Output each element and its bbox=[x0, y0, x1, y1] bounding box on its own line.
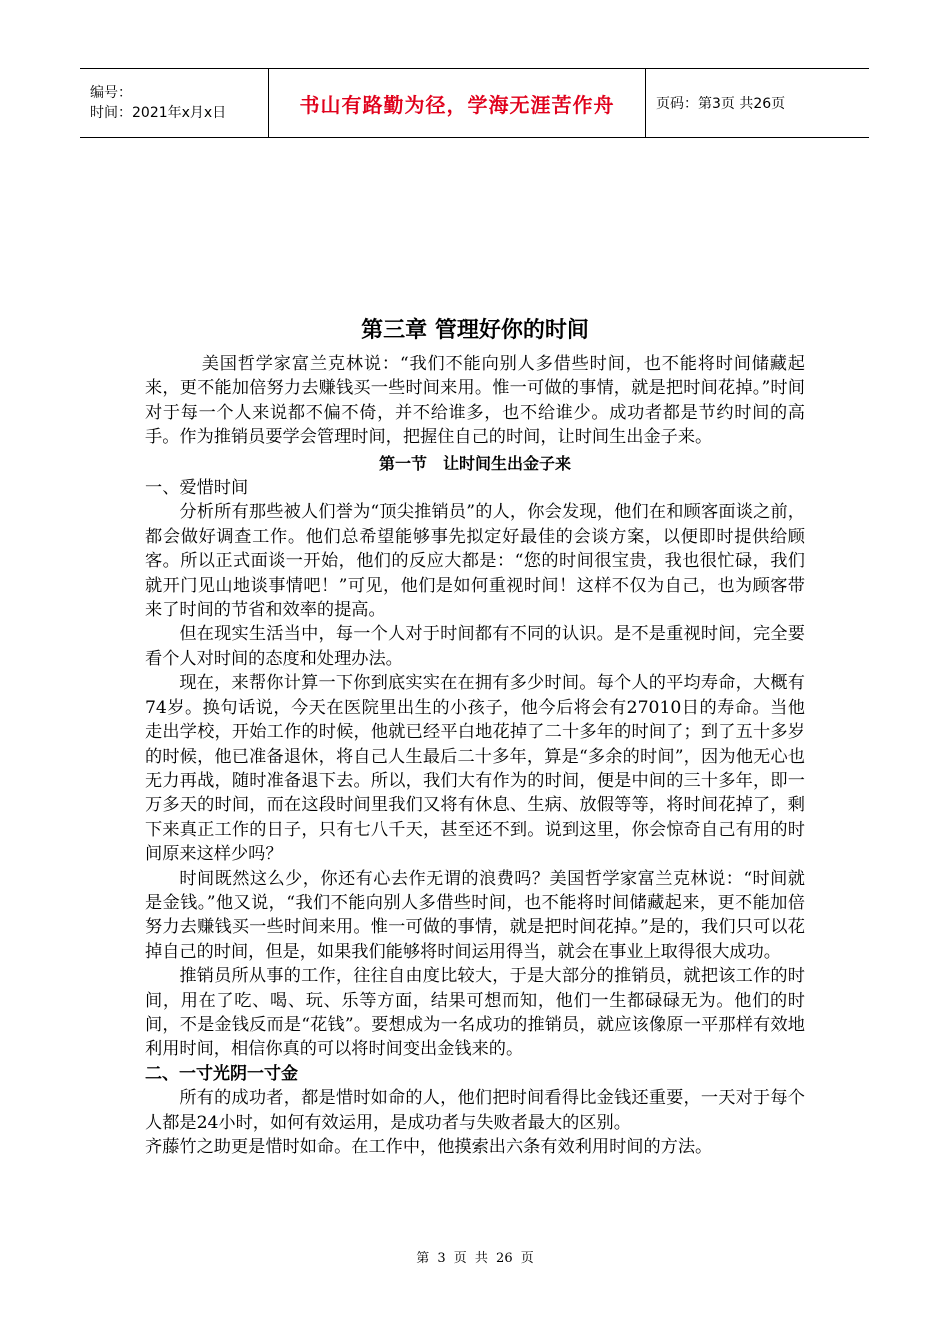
intro-paragraph: 美国哲学家富兰克林说：“我们不能向别人多借些时间，也不能将时间储藏起来，更不能加倍努力去赚钱买一些时间来用。惟一可做的事情，就是把时间花掉。”时间对于每一个人来说都不偏不倚，并不给谁多，也不给谁少。成功者都是节约时间的高手。作为推销员要学会管理时间，把握住自己的时间，让时间生出金子来。 bbox=[145, 354, 805, 448]
header-table bbox=[80, 68, 869, 138]
header-page-cell bbox=[646, 69, 869, 137]
paragraph-1: 分析所有那些被人们誉为“顶尖推销员”的人，你会发现，他们在和顾客面谈之前，都会做好调查工作。他们总希望能够事先拟定好最佳的会谈方案，以便即时提供给顾客。所以正式面谈一开始，他们的反应大都是：“您的时间很宝贵，我也很忙碌，我们就开门见山地谈事情吧！”可见，他们是如何重视时间！这样不仅为自己，也为顾客带来了时间的节省和效率的提高。 bbox=[145, 502, 805, 621]
paragraph-3: 现在，来帮你计算一下你到底实实在在拥有多少时间。每个人的平均寿命，大概有74岁。换句话说，今天在医院里出生的小孩子，他今后将会有27010日的寿命。当他走出学校，开始工作的时候，他就已经平白地花掉了二十多年的时间了；到了五十多岁的时候，他已准备退休，将自己人生最后二十多年，算是“多余的时间”，因为他无心也无力再战，随时准备退下去。所以，我们大有作为的时间，便是中间的三十多年，即一万多天的时间，而在这段时间里我们又将有休息、生病、放假等等，将时间花掉了，剩下来真正工作的日子，只有七八千天，甚至还不到。说到这里，你会惊奇自己有用的时间原来这样少吗？ bbox=[145, 673, 805, 865]
page-label: 页码：第3页 共26页 bbox=[656, 96, 786, 112]
heading-1: 一、爱惜时间 bbox=[145, 478, 249, 499]
page-footer: 第 3 页 共 26 页 bbox=[416, 1251, 534, 1266]
paragraph-6: 所有的成功者，都是惜时如命的人，他们把时间看得比金钱还重要，一天对于每个人都是24小时，如何有效运用，是成功者与失败者最大的区别。 bbox=[145, 1088, 805, 1133]
header-meta bbox=[80, 69, 269, 137]
paragraph-2: 但在现实生活当中，每一个人对于时间都有不同的认识。是不是重视时间，完全要看个人对时间的态度和处理办法。 bbox=[145, 624, 805, 669]
paragraph-7: 齐藤竹之助更是惜时如命。在工作中，他摸索出六条有效利用时间的方法。 bbox=[145, 1137, 713, 1157]
section-title: 第一节 让时间生出金子来 bbox=[378, 453, 571, 473]
paragraph-5: 推销员所从事的工作，往往自由度比较大，于是大部分的推销员，就把该工作的时间，用在了吃、喝、玩、乐等方面，结果可想而知，他们一生都碌碌无为。他们的时间，不是金钱反而是“花钱”。要想成为一名成功的推销员，就应该像原一平那样有效地利用时间，相信你真的可以将时间变出金钱来的。 bbox=[145, 966, 805, 1060]
date-label: 时间：2021年x月x日 bbox=[90, 105, 227, 121]
body-content bbox=[145, 352, 805, 1159]
motto: 书山有路勤为径，学海无涯苦作舟 bbox=[299, 92, 615, 117]
number-label: 编号： bbox=[90, 85, 132, 101]
paragraph-4: 时间既然这么少，你还有心去作无谓的浪费吗？美国哲学家富兰克林说：“时间就是金钱。”他又说，“我们不能向别人多借些时间，也不能将时间储藏起来，更不能加倍努力去赚钱买一些时间来用。惟一可做的事情，就是把时间花掉。”是的，我们只可以花掉自己的时间，但是，如果我们能够将时间运用得当，就会在事业上取得很大成功。 bbox=[145, 868, 805, 962]
heading-2: 二、一寸光阴一寸金 bbox=[145, 1063, 298, 1084]
chapter-title: 第三章 管理好你的时间 bbox=[361, 318, 589, 343]
header-motto-cell bbox=[269, 69, 646, 137]
